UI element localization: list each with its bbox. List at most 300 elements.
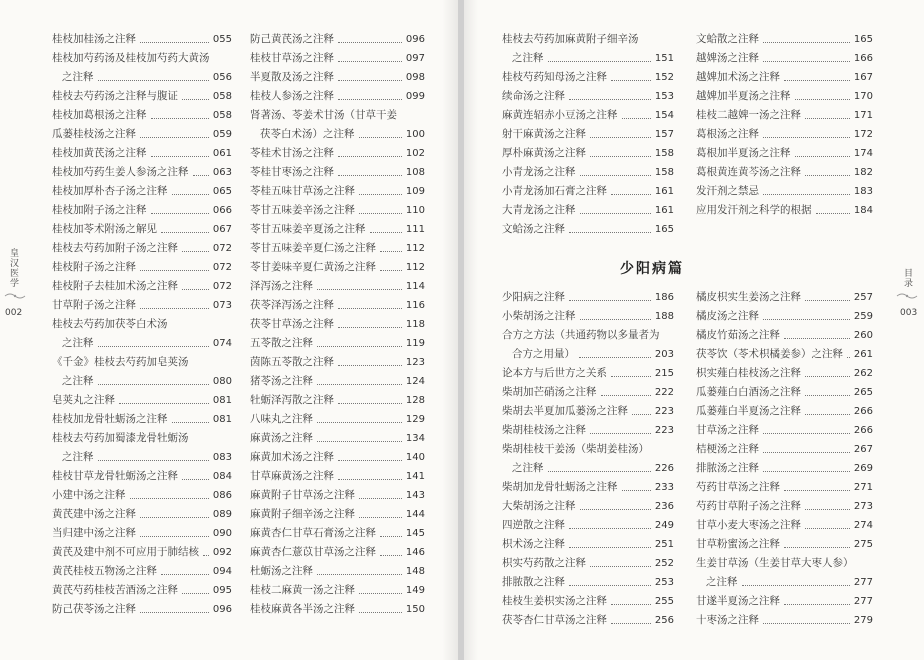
toc-entry — [52, 296, 232, 315]
toc-entry-page: 096 — [405, 34, 425, 45]
toc-entry-title: 茯苓饮（苓术枳橘姜参）之注释 — [696, 348, 843, 360]
toc-entry-page: 165 — [654, 224, 674, 235]
toc-entry — [250, 220, 425, 239]
toc-entry-page: 265 — [853, 387, 873, 398]
toc-entry — [696, 573, 873, 592]
toc-entry-title: 芍药甘草附子汤之注释 — [696, 500, 801, 512]
toc-entry-title: 甘草汤之注释 — [696, 424, 759, 436]
toc-entry-title: 越婢加术汤之注释 — [696, 71, 780, 83]
toc-entry — [502, 364, 674, 383]
dot-leader — [338, 402, 402, 404]
toc-entry — [696, 30, 873, 49]
toc-entry-title: 少阳病之注释 — [502, 291, 565, 303]
toc-entry-title: 小青龙汤加石膏之注释 — [502, 185, 607, 197]
toc-entry-title: 桂枝麻黄各半汤之注释 — [250, 603, 355, 615]
toc-entry-title: 桂枝去芍药加蜀漆龙骨牡蛎汤 — [52, 432, 189, 444]
spine-shadow — [442, 0, 458, 660]
toc-entry-title: 越婢汤之注释 — [696, 52, 759, 64]
toc-entry-page: 083 — [212, 452, 232, 463]
toc-entry-page: 186 — [654, 292, 674, 303]
toc-entry-page: 158 — [654, 148, 674, 159]
toc-entry-title: 苓甘姜味辛夏仁黄汤之注释 — [250, 261, 376, 273]
toc-entry — [502, 573, 674, 592]
toc-entry — [52, 30, 232, 49]
dot-leader — [805, 117, 850, 119]
toc-entry-title: 柴胡去半夏加瓜蒌汤之注释 — [502, 405, 628, 417]
dot-leader — [380, 554, 402, 556]
dot-leader — [548, 470, 651, 472]
toc-entry-title: 麻黄附子细辛汤之注释 — [250, 508, 355, 520]
toc-entry — [250, 30, 425, 49]
toc-entry-page: 146 — [405, 547, 425, 558]
toc-entry-title: 猪苓汤之注释 — [250, 375, 313, 387]
toc-entry — [696, 288, 873, 307]
toc-entry-title: 柴胡桂枝干姜汤（柴胡姜桂汤） — [502, 443, 649, 455]
dot-leader — [172, 193, 209, 195]
dot-leader — [182, 288, 209, 290]
toc-entry-page: 182 — [853, 167, 873, 178]
toc-entry — [502, 478, 674, 497]
toc-entry-page: 074 — [212, 338, 232, 349]
toc-entry — [502, 182, 674, 201]
toc-column — [250, 30, 425, 619]
toc-entry — [250, 106, 425, 125]
toc-entry-page: 269 — [853, 463, 873, 474]
toc-entry — [250, 68, 425, 87]
toc-entry-title: 之注释 — [62, 451, 94, 463]
dot-leader — [380, 269, 402, 271]
ornament-icon — [896, 292, 918, 300]
toc-entry-title: 桂枝芍药知母汤之注释 — [502, 71, 607, 83]
toc-entry-page: 063 — [212, 167, 232, 178]
toc-entry-page: 157 — [654, 129, 674, 140]
toc-entry-page: 184 — [853, 205, 873, 216]
toc-entry-page: 266 — [853, 406, 873, 417]
toc-entry — [696, 345, 873, 364]
toc-entry-title: 桂枝加附子汤之注释 — [52, 204, 147, 216]
toc-entry-title: 苓桂术甘汤之注释 — [250, 147, 334, 159]
toc-entry-title: 葛根加半夏汤之注释 — [696, 147, 791, 159]
dot-leader — [590, 136, 651, 138]
toc-entry-title: 十枣汤之注释 — [696, 614, 759, 626]
toc-entry — [502, 592, 674, 611]
toc-entry — [250, 315, 425, 334]
dot-leader — [569, 299, 651, 301]
dot-leader — [805, 527, 850, 529]
toc-entry — [696, 554, 873, 573]
toc-entry-page: 067 — [212, 224, 232, 235]
dot-leader — [763, 193, 850, 195]
toc-entry — [52, 163, 232, 182]
toc-entry — [250, 581, 425, 600]
toc-entry — [52, 258, 232, 277]
dot-leader — [763, 432, 850, 434]
dot-leader — [611, 375, 651, 377]
toc-entry — [502, 144, 674, 163]
dot-leader — [338, 60, 402, 62]
dot-leader — [784, 546, 850, 548]
toc-entry — [250, 163, 425, 182]
toc-entry-page: 152 — [654, 72, 674, 83]
toc-entry — [502, 402, 674, 421]
toc-entry — [250, 562, 425, 581]
toc-entry-title: 麻黄加术汤之注释 — [250, 451, 334, 463]
dot-leader — [359, 136, 402, 138]
dot-leader — [611, 193, 651, 195]
dot-leader — [161, 573, 209, 575]
dot-leader — [742, 584, 850, 586]
toc-entry-title: 四逆散之注释 — [502, 519, 565, 531]
toc-entry — [52, 125, 232, 144]
dot-leader — [569, 231, 651, 233]
toc-entry — [696, 364, 873, 383]
toc-entry — [502, 345, 674, 364]
toc-entry-page: 256 — [654, 615, 674, 626]
toc-entry — [502, 497, 674, 516]
dot-leader — [380, 250, 402, 252]
toc-entry-title: 之注释 — [62, 337, 94, 349]
toc-entry-title: 桂枝加芍药汤及桂枝加芍药大黄汤 — [52, 52, 210, 64]
toc-entry — [52, 201, 232, 220]
toc-column — [52, 30, 232, 619]
toc-entry-page: 222 — [654, 387, 674, 398]
toc-entry — [696, 516, 873, 535]
toc-entry-page: 203 — [654, 349, 674, 360]
toc-entry-page: 172 — [853, 129, 873, 140]
toc-entry-page: 124 — [405, 376, 425, 387]
toc-entry-title: 桂枝附子去桂加术汤之注释 — [52, 280, 178, 292]
dot-leader — [140, 611, 209, 613]
toc-entry-page: 066 — [212, 205, 232, 216]
section-heading: 少阳病篇 — [620, 261, 684, 277]
running-head: 目录 — [902, 268, 912, 288]
dot-leader — [161, 231, 209, 233]
toc-entry-page: 065 — [212, 186, 232, 197]
toc-entry — [502, 49, 674, 68]
dot-leader — [784, 79, 850, 81]
toc-entry-title: 葛根汤之注释 — [696, 128, 759, 140]
toc-entry-page: 151 — [654, 53, 674, 64]
toc-entry-page: 134 — [405, 433, 425, 444]
toc-entry — [502, 516, 674, 535]
toc-entry — [696, 68, 873, 87]
toc-entry-page: 056 — [212, 72, 232, 83]
dot-leader — [569, 527, 651, 529]
toc-entry-page: 097 — [405, 53, 425, 64]
dot-leader — [569, 98, 651, 100]
toc-entry — [250, 448, 425, 467]
toc-entry-page: 086 — [212, 490, 232, 501]
dot-leader — [317, 573, 402, 575]
toc-entry-page: 275 — [853, 539, 873, 550]
dot-leader — [130, 497, 209, 499]
toc-entry-title: 麻黄连轺赤小豆汤之注释 — [502, 109, 618, 121]
left-page — [0, 0, 458, 660]
toc-entry-page: 277 — [853, 596, 873, 607]
dot-leader — [140, 516, 209, 518]
toc-entry-title: 当归建中汤之注释 — [52, 527, 136, 539]
dot-leader — [580, 318, 651, 320]
toc-entry — [52, 524, 232, 543]
toc-entry-page: 154 — [654, 110, 674, 121]
toc-entry-title: 文蛤散之注释 — [696, 33, 759, 45]
dot-leader — [182, 478, 209, 480]
spine-shadow — [464, 0, 478, 660]
toc-entry-page: 223 — [654, 425, 674, 436]
toc-entry — [52, 410, 232, 429]
toc-entry-title: 甘遂半夏汤之注释 — [696, 595, 780, 607]
dot-leader — [805, 508, 850, 510]
dot-leader — [140, 136, 209, 138]
toc-entry-page: 174 — [853, 148, 873, 159]
toc-entry — [696, 326, 873, 345]
toc-entry-title: 应用发汗剂之科学的根据 — [696, 204, 812, 216]
dot-leader — [338, 174, 402, 176]
toc-entry — [52, 391, 232, 410]
toc-entry-page: 099 — [405, 91, 425, 102]
toc-entry-title: 麻黄杏仁甘草石膏汤之注释 — [250, 527, 376, 539]
toc-entry-title: 之注释 — [62, 71, 94, 83]
toc-entry-title: 枳术汤之注释 — [502, 538, 565, 550]
dot-leader — [140, 41, 209, 43]
toc-entry — [52, 429, 232, 448]
toc-entry-page: 161 — [654, 186, 674, 197]
toc-entry-title: 橘皮枳实生姜汤之注释 — [696, 291, 801, 303]
dot-leader — [338, 155, 402, 157]
toc-entry — [696, 421, 873, 440]
dot-leader — [151, 212, 209, 214]
dot-leader — [763, 622, 850, 624]
dot-leader — [203, 554, 209, 556]
toc-entry-page: 072 — [212, 281, 232, 292]
toc-entry-page: 166 — [853, 53, 873, 64]
toc-entry — [250, 410, 425, 429]
toc-entry-title: 之注释 — [512, 52, 544, 64]
toc-entry-title: 瓜蒌桂枝汤之注释 — [52, 128, 136, 140]
toc-entry-title: 茯苓甘草汤之注释 — [250, 318, 334, 330]
toc-entry — [502, 201, 674, 220]
toc-entry-page: 279 — [853, 615, 873, 626]
toc-entry-title: 茯苓白术汤）之注释 — [260, 128, 355, 140]
toc-entry — [696, 49, 873, 68]
toc-entry-title: 黄芪及建中剂不可应用于肺结核 — [52, 546, 199, 558]
dot-leader — [140, 307, 209, 309]
dot-leader — [580, 508, 651, 510]
toc-entry-page: 149 — [405, 585, 425, 596]
toc-entry-title: 葛根黄连黄芩汤之注释 — [696, 166, 801, 178]
toc-entry-page: 252 — [654, 558, 674, 569]
dot-leader — [380, 535, 402, 537]
toc-entry — [696, 611, 873, 630]
toc-entry — [502, 106, 674, 125]
toc-entry — [502, 163, 674, 182]
toc-entry-title: 皂荚丸之注释 — [52, 394, 115, 406]
toc-entry-title: 茯苓杏仁甘草汤之注释 — [502, 614, 607, 626]
running-head: 皇汉医学 — [8, 248, 18, 288]
toc-entry — [696, 478, 873, 497]
toc-entry — [696, 307, 873, 326]
dot-leader — [805, 375, 850, 377]
toc-column — [696, 30, 873, 220]
dot-leader — [359, 592, 402, 594]
toc-entry — [52, 448, 232, 467]
toc-entry — [696, 592, 873, 611]
toc-entry-page: 094 — [212, 566, 232, 577]
toc-entry-page: 255 — [654, 596, 674, 607]
toc-entry-title: 泽泻汤之注释 — [250, 280, 313, 292]
dot-leader — [632, 413, 651, 415]
toc-entry-title: 桂枝甘草汤之注释 — [250, 52, 334, 64]
dot-leader — [359, 497, 402, 499]
dot-leader — [580, 212, 651, 214]
toc-entry — [52, 505, 232, 524]
toc-entry — [696, 125, 873, 144]
toc-entry-title: 之注释 — [512, 462, 544, 474]
toc-entry-page: 119 — [405, 338, 425, 349]
dot-leader — [338, 326, 402, 328]
toc-entry-title: 黄芪建中汤之注释 — [52, 508, 136, 520]
toc-entry-title: 杜蛎汤之注释 — [250, 565, 313, 577]
toc-entry-page: 167 — [853, 72, 873, 83]
toc-entry-title: 茯苓泽泻汤之注释 — [250, 299, 334, 311]
toc-entry — [250, 201, 425, 220]
toc-entry-title: 合方之方法（共通药物以多量者为 — [502, 329, 660, 341]
toc-entry-page: 150 — [405, 604, 425, 615]
toc-entry-page: 061 — [212, 148, 232, 159]
toc-entry-page: 073 — [212, 300, 232, 311]
right-page — [464, 0, 924, 660]
dot-leader — [580, 174, 651, 176]
toc-entry-title: 苓甘五味姜辛夏汤之注释 — [250, 223, 366, 235]
toc-entry — [502, 87, 674, 106]
toc-entry — [250, 391, 425, 410]
toc-entry — [52, 600, 232, 619]
toc-entry-page: 072 — [212, 243, 232, 254]
dot-leader — [763, 470, 850, 472]
toc-entry-page: 100 — [405, 129, 425, 140]
toc-entry-title: 甘草粉蜜汤之注释 — [696, 538, 780, 550]
toc-entry-title: 排脓散之注释 — [502, 576, 565, 588]
toc-entry-page: 090 — [212, 528, 232, 539]
toc-entry-title: 柴胡加芒硝汤之注释 — [502, 386, 597, 398]
toc-entry-page: 129 — [405, 414, 425, 425]
toc-entry-title: 桂枝加葛根汤之注释 — [52, 109, 147, 121]
toc-entry-page: 145 — [405, 528, 425, 539]
toc-entry — [250, 125, 425, 144]
toc-entry-title: 苓甘五味姜辛汤之注释 — [250, 204, 355, 216]
toc-entry — [250, 296, 425, 315]
dot-leader — [193, 174, 209, 176]
dot-leader — [317, 421, 402, 423]
dot-leader — [611, 603, 651, 605]
toc-entry-title: 桂枝加厚朴杏子汤之注释 — [52, 185, 168, 197]
toc-entry — [502, 421, 674, 440]
dot-leader — [370, 231, 402, 233]
toc-entry-title: 苓桂五味甘草汤之注释 — [250, 185, 355, 197]
toc-entry-page: 058 — [212, 110, 232, 121]
dot-leader — [569, 584, 651, 586]
toc-entry-page: 171 — [853, 110, 873, 121]
dot-leader — [317, 440, 402, 442]
dot-leader — [763, 318, 850, 320]
toc-entry-title: 桂枝去芍药加附子汤之注释 — [52, 242, 178, 254]
toc-entry — [696, 144, 873, 163]
toc-entry-page: 249 — [654, 520, 674, 531]
toc-entry-title: 桂枝去芍药汤之注释与腹证 — [52, 90, 178, 102]
toc-entry-title: 射干麻黄汤之注释 — [502, 128, 586, 140]
dot-leader — [338, 459, 402, 461]
toc-entry-page: 251 — [654, 539, 674, 550]
toc-entry-title: 桂枝生姜枳实汤之注释 — [502, 595, 607, 607]
toc-entry-title: 防己茯苓汤之注释 — [52, 603, 136, 615]
dot-leader — [119, 402, 209, 404]
toc-entry — [696, 87, 873, 106]
toc-entry-title: 柴胡加龙骨牡蛎汤之注释 — [502, 481, 618, 493]
toc-column — [502, 288, 674, 630]
toc-entry-title: 茵陈五苓散之注释 — [250, 356, 334, 368]
toc-entry-title: 桂枝附子汤之注释 — [52, 261, 136, 273]
dot-leader — [805, 299, 850, 301]
dot-leader — [805, 394, 850, 396]
toc-entry-title: 大柴胡汤之注释 — [502, 500, 576, 512]
toc-entry-title: 甘草附子汤之注释 — [52, 299, 136, 311]
toc-entry-title: 小青龙汤之注释 — [502, 166, 576, 178]
toc-entry-title: 桂枝加龙骨牡蛎汤之注释 — [52, 413, 168, 425]
dot-leader — [182, 592, 209, 594]
toc-entry — [502, 440, 674, 459]
toc-entry-page: 215 — [654, 368, 674, 379]
toc-entry-page: 110 — [405, 205, 425, 216]
toc-entry-page: 096 — [212, 604, 232, 615]
toc-entry-title: 之注释 — [62, 375, 94, 387]
toc-entry — [250, 467, 425, 486]
toc-entry-title: 牡蛎泽泻散之注释 — [250, 394, 334, 406]
toc-entry — [250, 372, 425, 391]
toc-entry — [502, 125, 674, 144]
toc-entry-page: 267 — [853, 444, 873, 455]
dot-leader — [784, 337, 850, 339]
dot-leader — [579, 356, 651, 358]
toc-entry-page: 081 — [212, 395, 232, 406]
toc-entry-title: 枳实薤白桂枝汤之注释 — [696, 367, 801, 379]
dot-leader — [847, 356, 850, 358]
toc-entry-page: 118 — [405, 319, 425, 330]
toc-entry — [52, 562, 232, 581]
toc-entry-page: 072 — [212, 262, 232, 273]
dot-leader — [763, 136, 850, 138]
toc-entry-page: 095 — [212, 585, 232, 596]
dot-leader — [140, 535, 209, 537]
toc-entry-page: 112 — [405, 262, 425, 273]
toc-entry-title: 芍药甘草汤之注释 — [696, 481, 780, 493]
dot-leader — [182, 250, 209, 252]
dot-leader — [795, 155, 850, 157]
toc-entry — [502, 554, 674, 573]
toc-entry-page: 055 — [212, 34, 232, 45]
toc-entry — [250, 486, 425, 505]
toc-entry-page: 148 — [405, 566, 425, 577]
toc-entry-page: 260 — [853, 330, 873, 341]
dot-leader — [590, 565, 651, 567]
toc-entry — [250, 353, 425, 372]
dot-leader — [805, 413, 850, 415]
toc-entry — [250, 87, 425, 106]
toc-entry-page: 223 — [654, 406, 674, 417]
dot-leader — [151, 155, 209, 157]
toc-entry-page: 143 — [405, 490, 425, 501]
dot-leader — [611, 79, 651, 81]
toc-entry-page: 114 — [405, 281, 425, 292]
